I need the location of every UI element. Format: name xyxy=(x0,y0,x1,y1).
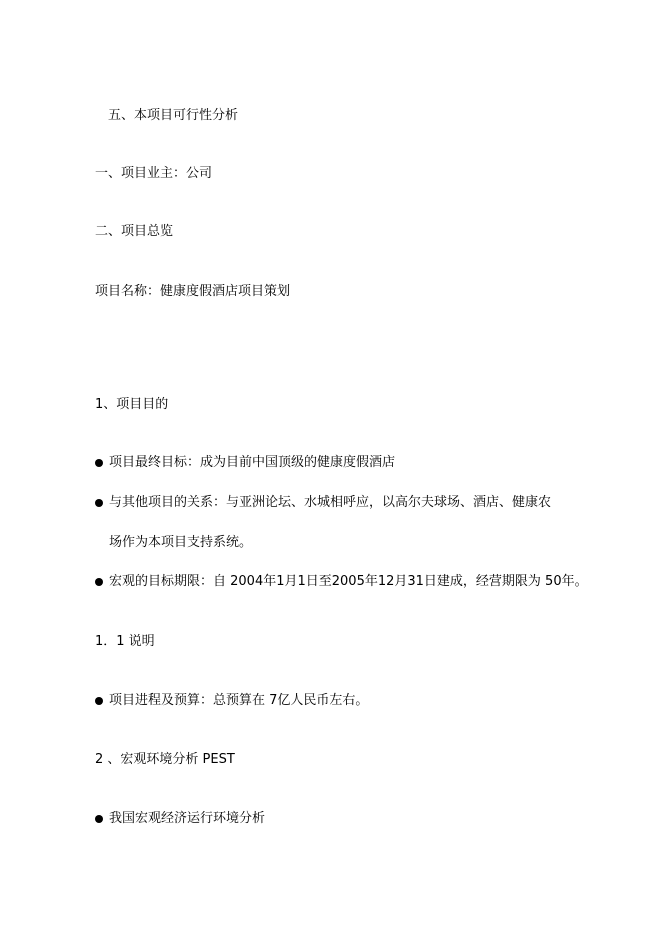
note-heading: 1．1 说明 xyxy=(95,634,155,649)
purpose-bullet-2: 与其他项目的关系：与亚洲论坛、水城相呼应，以高尔夫球场、酒店、健康农 xyxy=(109,495,552,510)
purpose-bullet-3: 宏观的目标期限：自 2004年1月1日至2005年12月31日建成，经营期限为 50年。 xyxy=(109,574,588,589)
purpose-bullet-1: 项目最终目标：成为目前中国顶级的健康度假酒店 xyxy=(109,455,396,470)
bullet-icon xyxy=(95,697,103,705)
purpose-bullet-2-continuation: 场作为本项目支持系统。 xyxy=(109,535,253,550)
note-bullet: 项目进程及预算：总预算在 7亿人民币左右。 xyxy=(109,693,369,708)
overview-heading: 二、项目总览 xyxy=(95,224,174,239)
bullet-icon xyxy=(95,459,103,467)
pest-bullet: 我国宏观经济运行环境分析 xyxy=(109,811,266,826)
section-heading: 五、本项目可行性分析 xyxy=(108,108,239,123)
project-name-line: 项目名称：健康度假酒店项目策划 xyxy=(95,284,291,299)
bullet-icon xyxy=(95,499,103,507)
purpose-heading: 1、项目目的 xyxy=(95,397,169,412)
bullet-icon xyxy=(95,578,103,586)
pest-heading: 2 、宏观环境分析 PEST xyxy=(95,752,235,767)
project-owner-line: 一、项目业主：公司 xyxy=(95,166,213,181)
bullet-icon xyxy=(95,815,103,823)
